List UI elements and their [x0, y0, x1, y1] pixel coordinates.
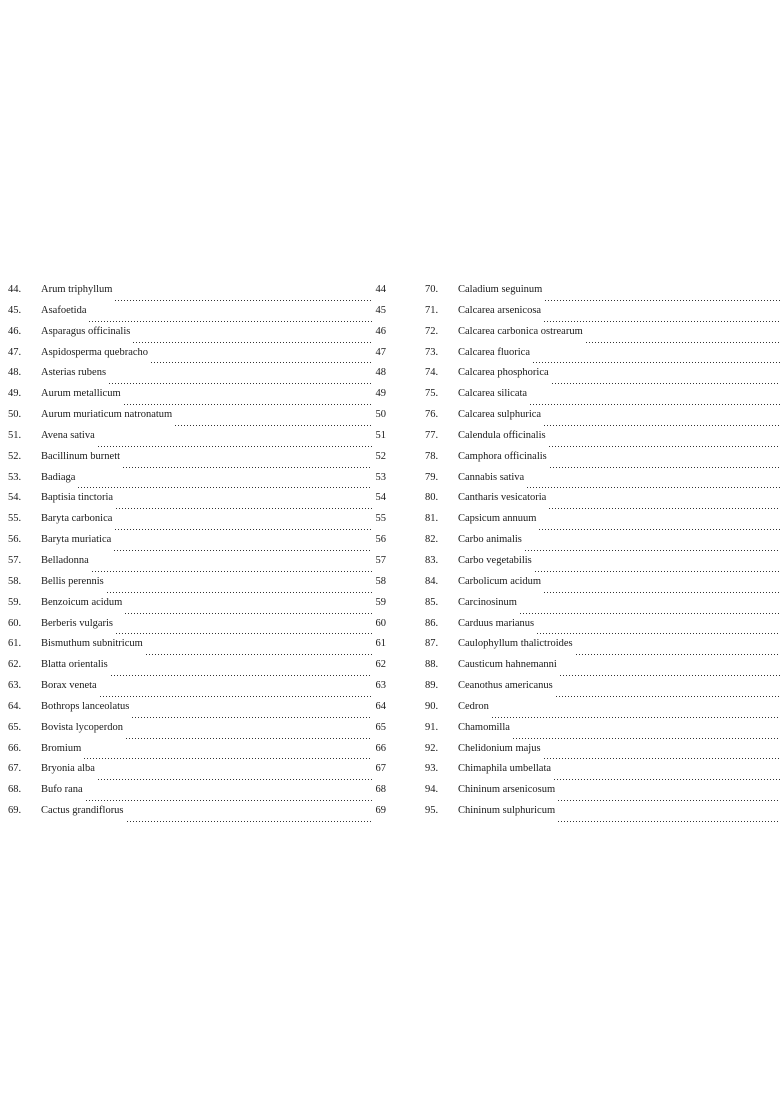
dot-leader	[77, 487, 372, 488]
toc-entry	[8, 327, 386, 348]
entry-number: 73.	[425, 346, 439, 358]
toc-entry	[425, 348, 780, 369]
entry-page-number: 61	[375, 638, 386, 650]
toc-entry	[425, 660, 780, 681]
toc-right-column	[425, 285, 780, 827]
entry-title: Calendula officinalis	[458, 429, 546, 441]
entry-number: 94.	[425, 784, 439, 796]
dot-leader	[532, 362, 780, 363]
dot-leader	[113, 550, 372, 551]
dot-leader	[524, 550, 780, 551]
dot-leader	[534, 571, 780, 572]
toc-entry	[425, 702, 780, 723]
toc-entry	[8, 410, 386, 431]
entry-number: 57.	[8, 554, 22, 566]
entry-title: Calcarea silicata	[458, 388, 528, 400]
entry-number: 61.	[8, 638, 22, 650]
toc-entry	[425, 598, 780, 619]
entry-number: 67.	[8, 763, 22, 775]
entry-page-number: 52	[375, 450, 386, 462]
dot-leader	[174, 425, 372, 426]
dot-leader	[548, 446, 780, 447]
toc-entry	[8, 285, 386, 306]
toc-entry	[425, 681, 780, 702]
dot-leader	[549, 467, 780, 468]
entry-page-number: 62	[375, 659, 386, 671]
dot-leader	[115, 633, 372, 634]
entry-title: Carbo animalis	[458, 534, 522, 546]
toc-entry	[425, 577, 780, 598]
entry-title: Camphora officinalis	[458, 450, 547, 462]
entry-title: Caladium seguinum	[458, 285, 543, 295]
toc-entry	[425, 452, 780, 473]
entry-page-number: 66	[375, 742, 386, 754]
dot-leader	[124, 613, 372, 614]
entry-page-number: 68	[375, 784, 386, 796]
entry-page-number: 51	[375, 429, 386, 441]
toc-entry	[425, 744, 780, 765]
toc-entry	[425, 639, 780, 660]
toc-entry	[425, 285, 780, 306]
dot-leader	[551, 383, 780, 384]
toc-entry	[425, 327, 780, 348]
entry-title: Asparagus officinalis	[41, 325, 131, 337]
entry-number: 52.	[8, 450, 22, 462]
entry-number: 81.	[425, 513, 439, 525]
dot-leader	[555, 696, 780, 697]
entry-number: 69.	[8, 805, 22, 817]
dot-leader	[114, 300, 372, 301]
dot-leader	[115, 508, 372, 509]
dot-leader	[575, 654, 780, 655]
dot-leader	[99, 696, 372, 697]
entry-title: Chelidonium majus	[458, 742, 541, 754]
entry-page-number: 45	[375, 304, 386, 316]
entry-page-number: 56	[375, 534, 386, 546]
toc-entry	[8, 577, 386, 598]
toc-entry	[8, 764, 386, 785]
entry-number: 68.	[8, 784, 22, 796]
dot-leader	[585, 342, 780, 343]
toc-entry	[8, 368, 386, 389]
toc-entry	[425, 493, 780, 514]
entry-title: Aurum muriaticum natronatum	[41, 409, 173, 421]
entry-title: Aspidosperma quebracho	[41, 346, 149, 358]
dot-leader	[491, 717, 780, 718]
entry-title: Baryta muriatica	[41, 534, 112, 546]
toc-entry	[8, 452, 386, 473]
entry-number: 47.	[8, 346, 22, 358]
entry-page-number: 67	[375, 763, 386, 775]
entry-page-number: 49	[375, 388, 386, 400]
dot-leader	[97, 446, 372, 447]
entry-title: Bellis perennis	[41, 575, 104, 587]
dot-leader	[548, 508, 780, 509]
entry-title: Calcarea fluorica	[458, 346, 530, 358]
entry-title: Aurum metallicum	[41, 388, 121, 400]
toc-entry	[8, 619, 386, 640]
entry-number: 49.	[8, 388, 22, 400]
entry-number: 71.	[425, 304, 439, 316]
dot-leader	[543, 425, 780, 426]
entry-title: Carbolicum acidum	[458, 575, 542, 587]
toc-entry	[8, 681, 386, 702]
dot-leader	[126, 821, 372, 822]
entry-title: Bufo rana	[41, 784, 83, 796]
dot-leader	[544, 300, 780, 301]
dot-leader	[83, 758, 372, 759]
entry-number: 90.	[425, 700, 439, 712]
entry-page-number: 44	[375, 284, 386, 295]
entry-title: Berberis vulgaris	[41, 617, 114, 629]
entry-number: 91.	[425, 721, 439, 733]
dot-leader	[557, 821, 780, 822]
entry-title: Benzoicum acidum	[41, 596, 123, 608]
entry-number: 79.	[425, 471, 439, 483]
toc-entry	[8, 473, 386, 494]
entry-title: Arum triphyllum	[41, 284, 113, 295]
toc-left-column	[8, 285, 386, 827]
toc-entry	[8, 660, 386, 681]
toc-entry	[8, 744, 386, 765]
dot-leader	[122, 467, 372, 468]
dot-leader	[553, 779, 780, 780]
entry-title: Bismuthum subnitricum	[41, 638, 143, 650]
toc-entry	[8, 306, 386, 327]
toc-entry	[425, 389, 780, 410]
entry-number: 65.	[8, 721, 22, 733]
dot-leader	[543, 592, 780, 593]
dot-leader	[123, 404, 372, 405]
entry-number: 78.	[425, 450, 439, 462]
entry-number: 72.	[425, 325, 439, 337]
entry-number: 48.	[8, 367, 22, 379]
entry-number: 63.	[8, 680, 22, 692]
dot-leader	[125, 738, 372, 739]
entry-title: Bothrops lanceolatus	[41, 700, 130, 712]
toc-entry	[8, 535, 386, 556]
dot-leader	[559, 675, 780, 676]
dot-leader	[150, 362, 372, 363]
entry-title: Ceanothus americanus	[458, 680, 553, 692]
dot-leader	[91, 571, 372, 572]
entry-number: 87.	[425, 638, 439, 650]
dot-leader	[145, 654, 372, 655]
entry-number: 88.	[425, 659, 439, 671]
entry-title: Carcinosinum	[458, 596, 517, 608]
toc-entry	[8, 723, 386, 744]
entry-number: 55.	[8, 513, 22, 525]
toc-entry	[425, 764, 780, 785]
entry-number: 60.	[8, 617, 22, 629]
entry-title: Bryonia alba	[41, 763, 95, 775]
dot-leader	[97, 779, 372, 780]
entry-title: Asterias rubens	[41, 367, 107, 379]
entry-title: Avena sativa	[41, 429, 95, 441]
entry-title: Chininum sulphuricum	[458, 805, 556, 817]
entry-number: 44.	[8, 284, 22, 295]
dot-leader	[131, 717, 372, 718]
entry-number: 77.	[425, 429, 439, 441]
toc-entry	[8, 785, 386, 806]
entry-page-number: 47	[375, 346, 386, 358]
entry-title: Bromium	[41, 742, 82, 754]
dot-leader	[543, 758, 780, 759]
entry-number: 54.	[8, 492, 22, 504]
dot-leader	[529, 404, 780, 405]
entry-title: Chininum arsenicosum	[458, 784, 556, 796]
toc-entry	[8, 806, 386, 827]
entry-title: Borax veneta	[41, 680, 97, 692]
entry-page-number: 60	[375, 617, 386, 629]
entry-page-number: 57	[375, 554, 386, 566]
toc-entry	[425, 785, 780, 806]
entry-title: Calcarea phosphorica	[458, 367, 549, 379]
entry-title: Carduus marianus	[458, 617, 535, 629]
entry-number: 74.	[425, 367, 439, 379]
toc-entry	[425, 806, 780, 827]
toc-entry	[8, 431, 386, 452]
entry-number: 84.	[425, 575, 439, 587]
toc-entry	[425, 556, 780, 577]
dot-leader	[88, 321, 372, 322]
entry-number: 53.	[8, 471, 22, 483]
entry-title: Cedron	[458, 700, 489, 712]
entry-title: Capsicum annuum	[458, 513, 537, 525]
toc-entry	[8, 493, 386, 514]
dot-leader	[519, 613, 780, 614]
entry-number: 56.	[8, 534, 22, 546]
toc-entry	[425, 306, 780, 327]
toc-entry	[8, 702, 386, 723]
entry-number: 66.	[8, 742, 22, 754]
entry-number: 50.	[8, 409, 22, 421]
dot-leader	[543, 321, 780, 322]
entry-title: Cantharis vesicatoria	[458, 492, 547, 504]
entry-title: Carbo vegetabilis	[458, 554, 532, 566]
entry-page-number: 46	[375, 325, 386, 337]
entry-page-number: 53	[375, 471, 386, 483]
entry-page-number: 55	[375, 513, 386, 525]
entry-title: Blatta orientalis	[41, 659, 108, 671]
entry-title: Cactus grandiflorus	[41, 805, 124, 817]
toc-entry	[8, 348, 386, 369]
entry-title: Calcarea carbonica ostrearum	[458, 325, 583, 337]
toc-entry	[8, 639, 386, 660]
entry-number: 70.	[425, 285, 439, 295]
dot-leader	[110, 675, 372, 676]
entry-page-number: 69	[375, 805, 386, 817]
dot-leader	[557, 800, 780, 801]
toc-entry	[425, 514, 780, 535]
entry-title: Causticum hahnemanni	[458, 659, 557, 671]
entry-number: 83.	[425, 554, 439, 566]
toc-entry	[425, 473, 780, 494]
dot-leader	[114, 529, 372, 530]
entry-number: 45.	[8, 304, 22, 316]
entry-number: 86.	[425, 617, 439, 629]
entry-title: Caulophyllum thalictroides	[458, 638, 573, 650]
entry-page-number: 59	[375, 596, 386, 608]
entry-page-number: 65	[375, 721, 386, 733]
toc-entry	[8, 389, 386, 410]
entry-title: Chamomilla	[458, 721, 510, 733]
entry-number: 89.	[425, 680, 439, 692]
toc-entry	[8, 556, 386, 577]
entry-title: Calcarea arsenicosa	[458, 304, 542, 316]
toc-entry	[425, 410, 780, 431]
entry-title: Cannabis sativa	[458, 471, 525, 483]
toc-entry	[425, 368, 780, 389]
entry-number: 59.	[8, 596, 22, 608]
entry-title: Bacillinum burnett	[41, 450, 121, 462]
entry-page-number: 54	[375, 492, 386, 504]
entry-title: Asafoetida	[41, 304, 87, 316]
toc-entry	[425, 535, 780, 556]
dot-leader	[536, 633, 780, 634]
entry-page-number: 58	[375, 575, 386, 587]
dot-leader	[85, 800, 372, 801]
entry-number: 76.	[425, 409, 439, 421]
entry-title: Bovista lycoperdon	[41, 721, 123, 733]
dot-leader	[106, 592, 372, 593]
entry-title: Badiaga	[41, 471, 76, 483]
entry-number: 82.	[425, 534, 439, 546]
entry-number: 80.	[425, 492, 439, 504]
dot-leader	[526, 487, 780, 488]
toc-entry	[425, 619, 780, 640]
entry-title: Baryta carbonica	[41, 513, 113, 525]
entry-number: 51.	[8, 429, 22, 441]
entry-title: Baptisia tinctoria	[41, 492, 114, 504]
entry-number: 95.	[425, 805, 439, 817]
entry-number: 92.	[425, 742, 439, 754]
entry-title: Calcarea sulphurica	[458, 409, 542, 421]
entry-page-number: 64	[375, 700, 386, 712]
entry-number: 85.	[425, 596, 439, 608]
entry-page-number: 50	[375, 409, 386, 421]
entry-number: 46.	[8, 325, 22, 337]
entry-title: Chimaphila umbellata	[458, 763, 552, 775]
dot-leader	[512, 738, 780, 739]
entry-title: Belladonna	[41, 554, 89, 566]
toc-entry	[8, 598, 386, 619]
entry-number: 64.	[8, 700, 22, 712]
entry-number: 93.	[425, 763, 439, 775]
dot-leader	[132, 342, 372, 343]
toc-entry	[425, 723, 780, 744]
toc-entry	[8, 514, 386, 535]
entry-number: 62.	[8, 659, 22, 671]
entry-number: 75.	[425, 388, 439, 400]
toc-entry	[425, 431, 780, 452]
entry-number: 58.	[8, 575, 22, 587]
dot-leader	[108, 383, 372, 384]
entry-page-number: 63	[375, 680, 386, 692]
dot-leader	[538, 529, 780, 530]
entry-page-number: 48	[375, 367, 386, 379]
